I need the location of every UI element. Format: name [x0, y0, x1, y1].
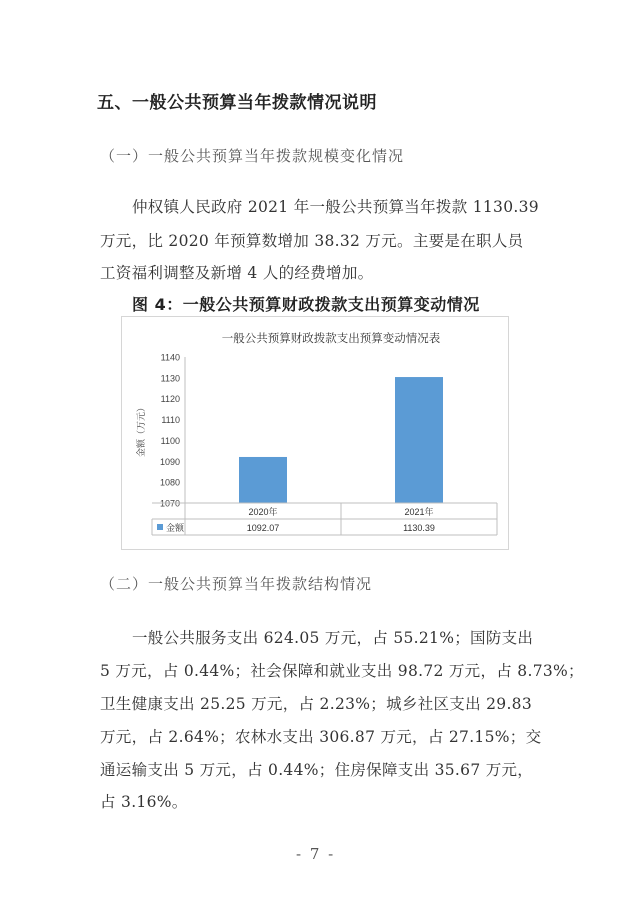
paragraph-2-line-1: 一般公共服务支出 624.05 万元，占 55.21%；国防支出: [132, 629, 534, 647]
bar-2020年: [239, 457, 287, 503]
subsection-heading-2: （二）一般公共预算当年拨款结构情况: [100, 575, 373, 593]
legend-swatch: [157, 524, 163, 530]
x-category-label: 2021年: [404, 507, 434, 517]
section-heading: 五、一般公共预算当年拨款情况说明: [97, 93, 377, 113]
paragraph-2-line-2: 5 万元，占 0.44%；社会保障和就业支出 98.72 万元，占 8.73%；: [100, 662, 584, 680]
data-value-label: 1130.39: [403, 523, 435, 533]
y-tick-label: 1130: [160, 373, 180, 384]
y-tick-label: 1140: [160, 352, 180, 363]
paragraph-1-line-3: 工资福利调整及新增 4 人的经费增加。: [100, 264, 374, 282]
paragraph-1-line-1: 仲权镇人民政府 2021 年一般公共预算当年拨款 1130.39: [132, 198, 539, 216]
paragraph-2-line-3: 卫生健康支出 25.25 万元，占 2.23%；城乡社区支出 29.83: [100, 695, 532, 713]
paragraph-1-line-2: 万元，比 2020 年预算数增加 38.32 万元。主要是在职人员: [100, 232, 524, 250]
y-tick-label: 1090: [159, 456, 180, 467]
y-tick-label: 1070: [159, 498, 180, 509]
y-tick-label: 1110: [161, 415, 180, 426]
chart-title: 一般公共预算财政拨款支出预算变动情况表: [221, 333, 441, 345]
paragraph-2-line-6: 占 3.16%。: [100, 793, 188, 811]
paragraph-2-line-4: 万元，占 2.64%；农林水支出 306.87 万元，占 27.15%；交: [100, 728, 542, 746]
y-tick-label: 1100: [160, 435, 180, 446]
figure-caption: 图 4：一般公共预算财政拨款支出预算变动情况: [132, 295, 480, 314]
bar-chart: [121, 316, 509, 550]
chart-canvas: [122, 317, 508, 549]
y-axis-label: 金额（万元）: [136, 402, 146, 458]
x-category-label: 2020年: [248, 507, 278, 517]
legend-label: 金额: [166, 523, 185, 533]
paragraph-2-line-5: 通运输支出 5 万元，占 0.44%；住房保障支出 35.67 万元，: [100, 761, 534, 779]
y-tick-label: 1080: [159, 477, 180, 488]
data-value-label: 1092.07: [246, 523, 280, 533]
y-tick-label: 1120: [160, 394, 180, 405]
subsection-heading-1: （一）一般公共预算当年拨款规模变化情况: [100, 147, 405, 165]
bar-2021年: [395, 377, 443, 503]
page-number: - 7 -: [296, 845, 336, 863]
